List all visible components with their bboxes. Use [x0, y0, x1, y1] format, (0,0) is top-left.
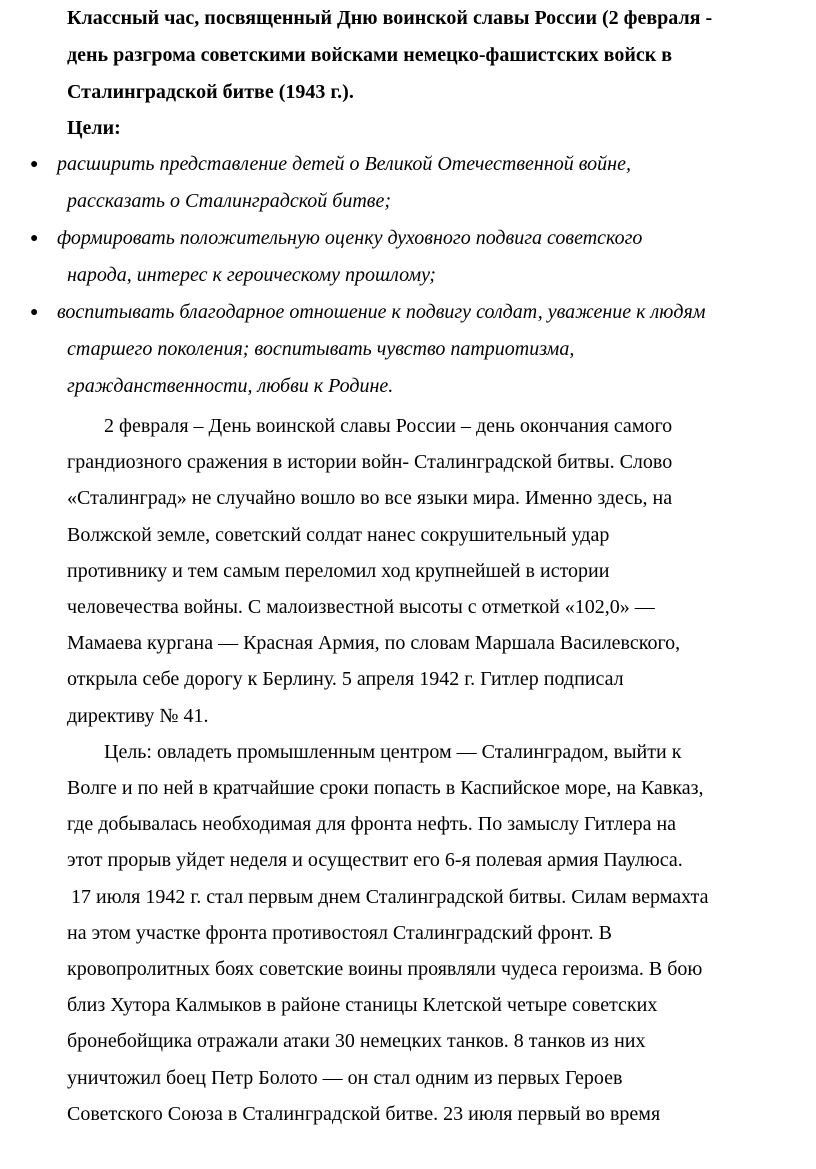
paragraph-line: Советского Союза в Сталинградской битве. 23 июля первый во время: [67, 1102, 661, 1125]
goal-line: формировать положительную оценку духовного подвига советского: [57, 227, 643, 249]
paragraph-line: «Сталинград» не случайно вошло во все языки мира. Именно здесь, на: [67, 487, 673, 510]
paragraph-line: кровопролитных боях советские воины проявляли чудеса героизма. В бою: [67, 958, 703, 981]
bullet-icon: ●: [30, 305, 39, 320]
paragraph-line: Цель: овладеть промышленным центром — Сталинградом, выйти к: [104, 740, 682, 763]
paragraph-line: директиву № 41.: [67, 704, 209, 727]
paragraph-line: где добывалась необходимая для фронта нефть. По замыслу Гитлера на: [67, 813, 677, 836]
bullet-icon: ●: [30, 157, 39, 172]
heading-line: Сталинградской битве (1943 г.).: [67, 81, 354, 103]
paragraph-line: уничтожил боец Петр Болото — он стал одним из первых Героев: [67, 1066, 623, 1089]
goal-line: народа, интерес к героическому прошлому;: [67, 264, 436, 286]
goal-item: [0, 220, 777, 294]
goal-item: [0, 146, 777, 220]
goal-line: старшего поколения; воспитывать чувство патриотизма,: [67, 338, 575, 360]
goal-line: гражданственности, любви к Родине.: [67, 375, 394, 397]
goal-item: [0, 294, 777, 405]
paragraph-line: грандиозного сражения в истории войн- Сталинградской битвы. Слово: [67, 451, 673, 474]
document-heading: [67, 0, 797, 111]
goals-label: Цели:: [67, 117, 121, 139]
heading-line: Классный час, посвященный Дню воинской славы России (2 февраля -: [67, 7, 713, 29]
goal-line: воспитывать благодарное отношение к подвигу солдат, уважение к людям: [57, 301, 706, 323]
paragraph-line: Волге и по ней в кратчайшие сроки попасть в Каспийское море, на Кавказ,: [67, 777, 704, 800]
paragraph-line: 2 февраля – День воинской славы России – день окончания самого: [104, 415, 673, 437]
paragraph-line: открыла себе дорогу к Берлину. 5 апреля 1942 г. Гитлер подписал: [67, 668, 624, 691]
paragraph-line: 17 июля 1942 г. стал первым днем Сталинградской битвы. Силам вермахта: [71, 885, 709, 908]
bullet-icon: ●: [30, 231, 39, 246]
paragraph-line: противнику и тем самым переломил ход крупнейшей в истории: [67, 559, 610, 582]
goal-line: рассказать о Сталинградской битве;: [67, 190, 392, 212]
goal-line: расширить представление детей о Великой Отечественной войне,: [57, 153, 631, 175]
paragraph-line: Мамаева кургана — Красная Армия, по словам Маршала Василевского,: [67, 632, 681, 655]
paragraph-line: человечества войны. С малоизвестной высоты с отметкой «102,0» —: [67, 596, 655, 619]
paragraph-line: бронебойщика отражали атаки 30 немецких танков. 8 танков из них: [67, 1030, 646, 1053]
heading-line: день разгрома советскими войсками немецко-фашистских войск в: [67, 44, 673, 66]
paragraph-line: Волжской земле, советский солдат нанес сокрушительный удар: [67, 523, 610, 546]
goals-list: [0, 146, 816, 405]
paragraph-line: близ Хутора Калмыков в районе станицы Клетской четыре советских: [67, 994, 658, 1017]
paragraph-line: этот прорыв уйдет неделя и осуществит его 6-я полевая армия Паулюса.: [67, 849, 683, 872]
body-text: [67, 408, 807, 1132]
paragraph-line: на этом участке фронта противостоял Сталинградский фронт. В: [67, 921, 612, 944]
